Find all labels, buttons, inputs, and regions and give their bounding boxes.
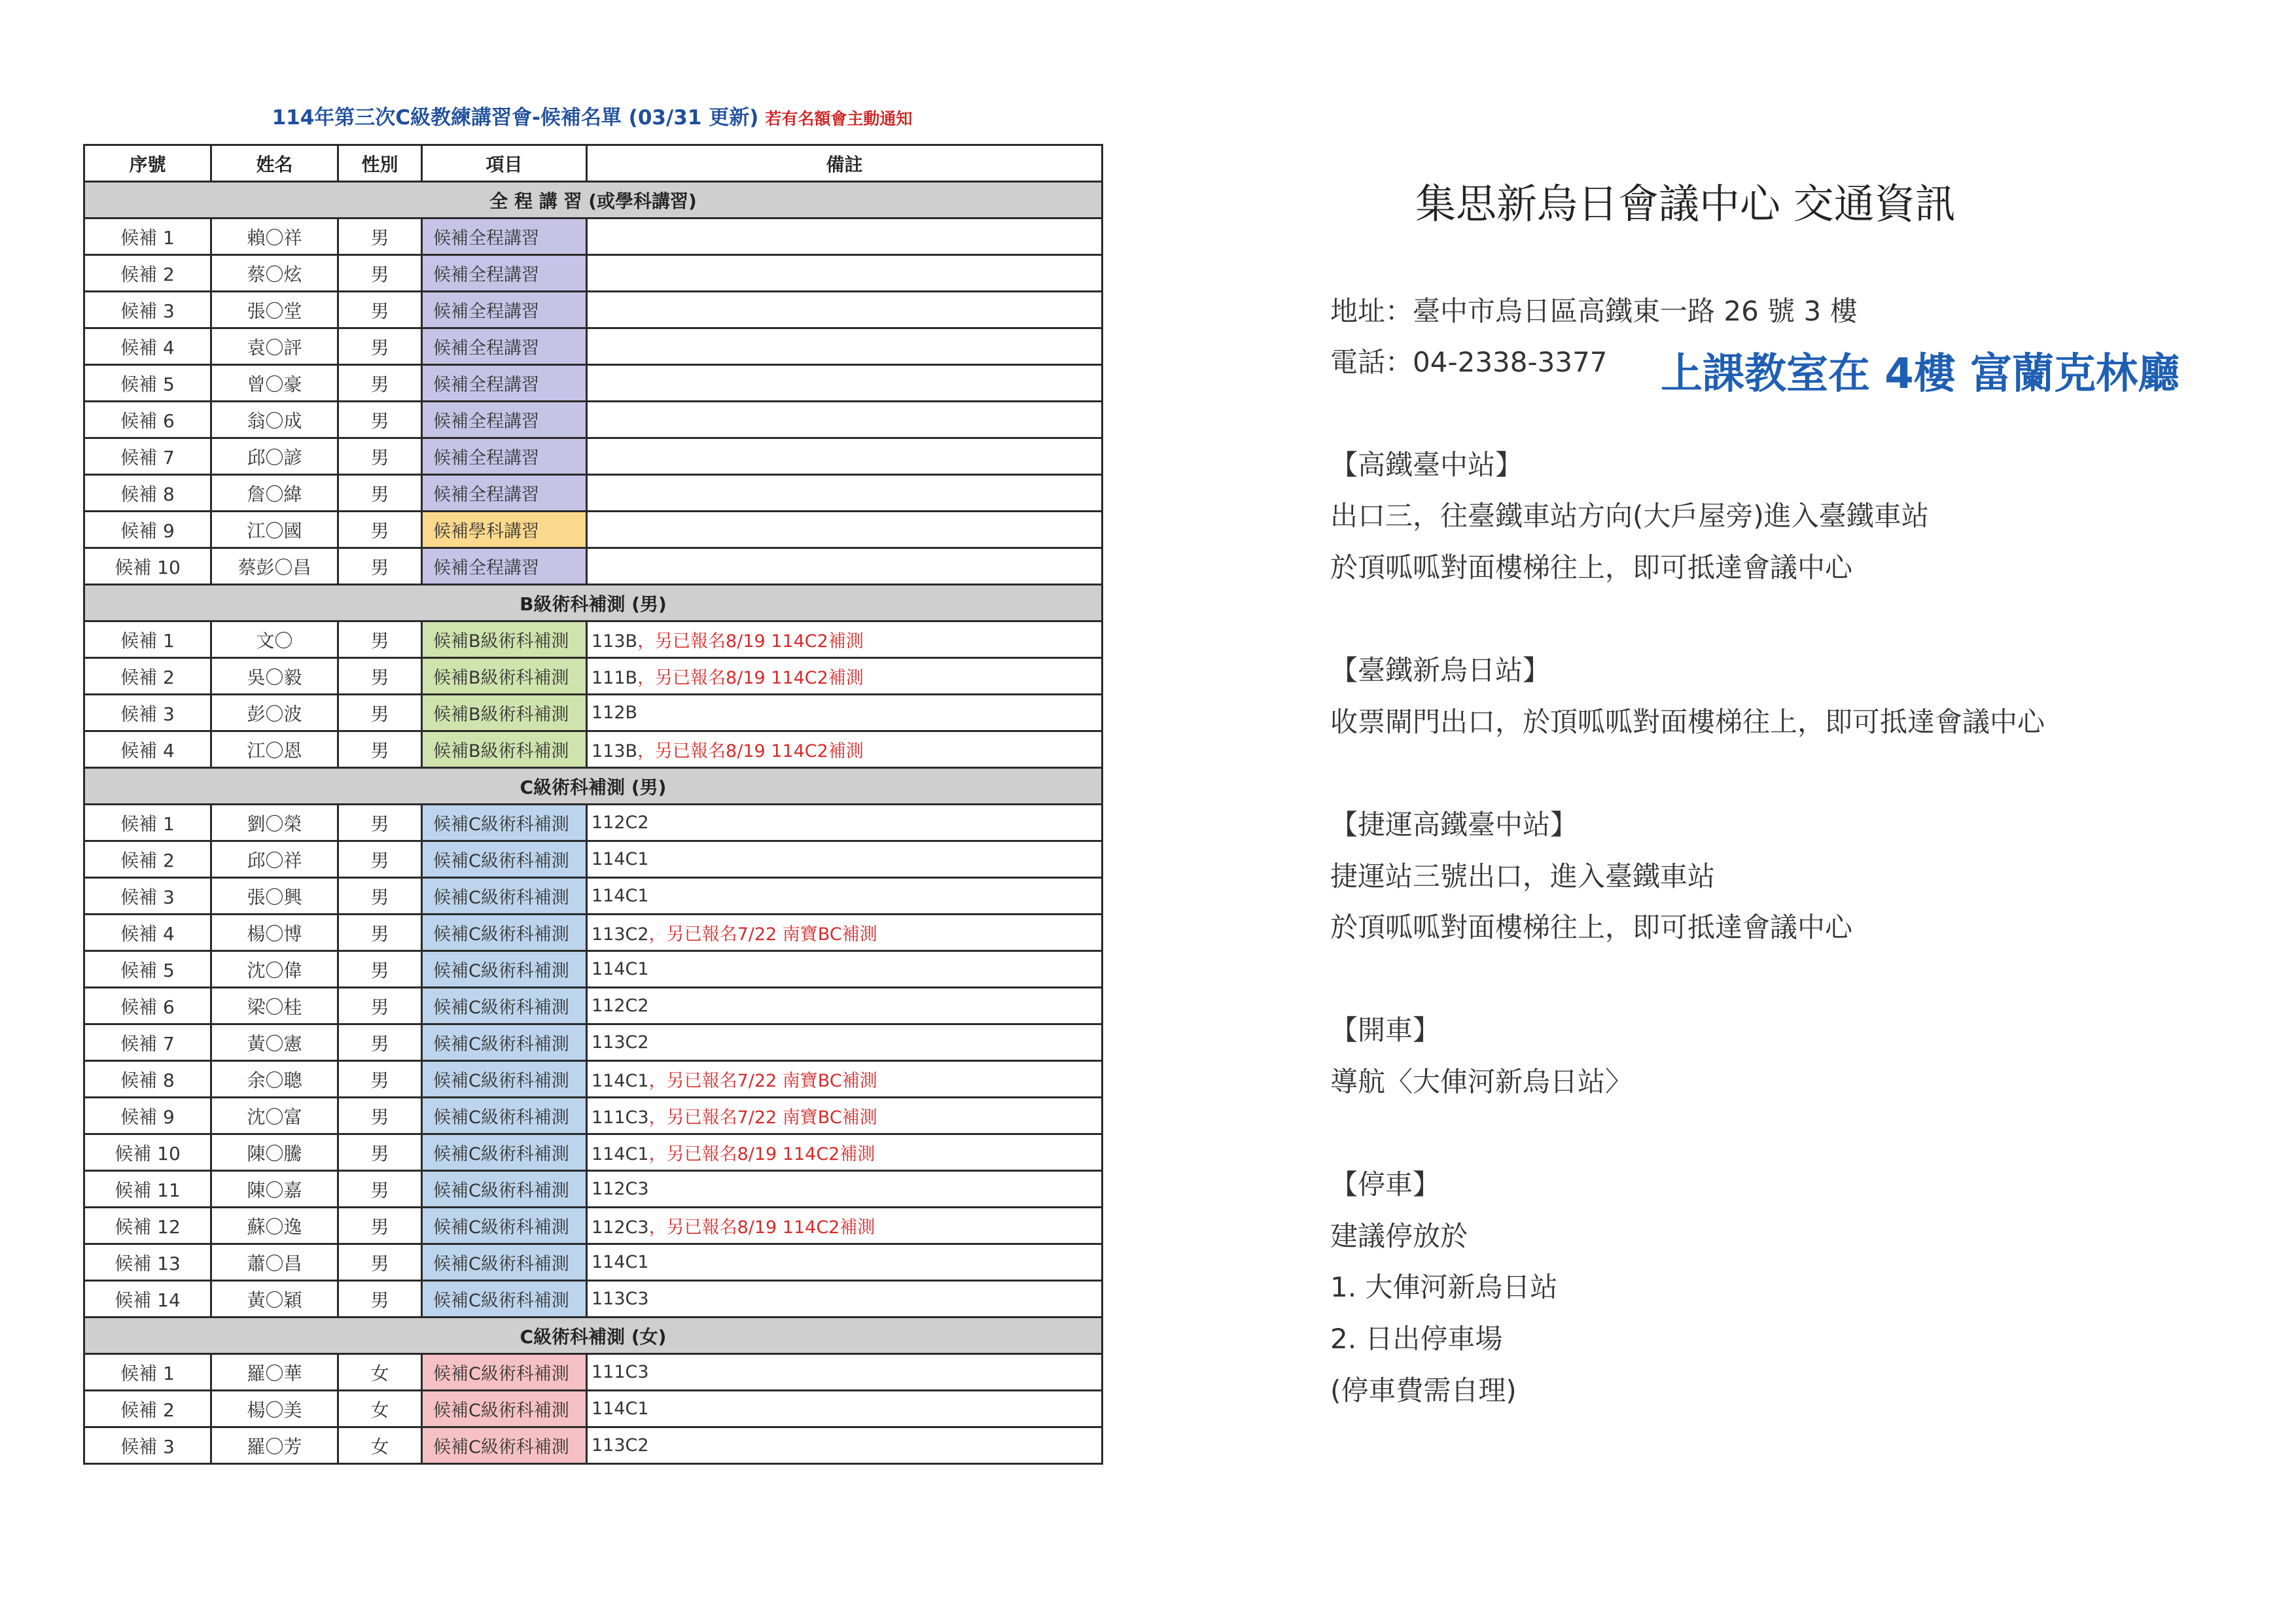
row-name: 劉〇榮 bbox=[211, 805, 338, 841]
row-remark bbox=[587, 1098, 1103, 1134]
list-title bbox=[83, 98, 1101, 137]
row-gender: 男 bbox=[338, 621, 422, 658]
row-item: 候補全程講習 bbox=[422, 438, 587, 475]
remark-code: 111C3 bbox=[592, 1362, 649, 1382]
row-gender: 男 bbox=[338, 365, 422, 402]
row-remark bbox=[587, 328, 1103, 365]
table-row bbox=[84, 1354, 1103, 1391]
row-gender: 男 bbox=[338, 1061, 422, 1098]
table-row bbox=[84, 621, 1103, 658]
table-row bbox=[84, 951, 1103, 988]
car-line-1: 導航〈大俥河新烏日站〉 bbox=[1330, 1066, 1633, 1098]
remark-code: 113B bbox=[592, 741, 638, 761]
row-number: 候補 4 bbox=[84, 328, 211, 365]
row-number: 候補 1 bbox=[84, 621, 211, 658]
table-row bbox=[84, 1281, 1103, 1318]
row-item: 候補全程講習 bbox=[422, 218, 587, 255]
row-number: 候補 6 bbox=[84, 988, 211, 1024]
row-item: 候補C級術科補測 bbox=[422, 915, 587, 951]
row-remark bbox=[587, 402, 1103, 438]
row-number: 候補 3 bbox=[84, 1427, 211, 1464]
venue-address: 地址：臺中市烏日區高鐵東一路 26 號 3 樓 bbox=[1330, 295, 1858, 327]
row-gender: 男 bbox=[338, 1244, 422, 1281]
row-item: 候補C級術科補測 bbox=[422, 1391, 587, 1427]
table-row bbox=[84, 1427, 1103, 1464]
remark-code: 113C3 bbox=[592, 1289, 649, 1309]
row-remark bbox=[587, 658, 1103, 695]
row-name: 曾〇豪 bbox=[211, 365, 338, 402]
row-item: 候補C級術科補測 bbox=[422, 1134, 587, 1171]
remark-note: ，另已報名7/22 南寶BC補測 bbox=[648, 1071, 877, 1091]
row-remark bbox=[587, 951, 1103, 988]
table-row bbox=[84, 1171, 1103, 1208]
row-item: 候補B級術科補測 bbox=[422, 621, 587, 658]
section-header-row bbox=[84, 1318, 1103, 1354]
row-gender: 男 bbox=[338, 988, 422, 1024]
row-name: 袁〇評 bbox=[211, 328, 338, 365]
row-name: 詹〇緯 bbox=[211, 475, 338, 512]
row-gender: 男 bbox=[338, 805, 422, 841]
row-item: 候補全程講習 bbox=[422, 328, 587, 365]
row-name: 羅〇芳 bbox=[211, 1427, 338, 1464]
row-item: 候補C級術科補測 bbox=[422, 988, 587, 1024]
row-number: 候補 7 bbox=[84, 1024, 211, 1061]
row-remark bbox=[587, 255, 1103, 292]
row-item: 候補C級術科補測 bbox=[422, 1427, 587, 1464]
row-item: 候補C級術科補測 bbox=[422, 1244, 587, 1281]
row-item: 候補全程講習 bbox=[422, 292, 587, 328]
row-item: 候補C級術科補測 bbox=[422, 805, 587, 841]
row-number: 候補 1 bbox=[84, 1354, 211, 1391]
row-name: 黃〇憲 bbox=[211, 1024, 338, 1061]
row-item: 候補C級術科補測 bbox=[422, 1281, 587, 1318]
row-gender: 男 bbox=[338, 951, 422, 988]
list-title-text: 114年第三次C級教練講習會-候補名單 (03/31 更新) bbox=[272, 106, 759, 130]
row-gender: 女 bbox=[338, 1391, 422, 1427]
table-row bbox=[84, 475, 1103, 512]
table-body bbox=[84, 182, 1103, 1464]
row-item: 候補全程講習 bbox=[422, 475, 587, 512]
row-gender: 男 bbox=[338, 475, 422, 512]
table-row bbox=[84, 1061, 1103, 1098]
row-remark bbox=[587, 1134, 1103, 1171]
row-name: 彭〇波 bbox=[211, 695, 338, 731]
venue-phone: 電話：04-2338-3377 bbox=[1330, 346, 1608, 378]
section-label: 全 程 講 習 (或學科講習) bbox=[84, 182, 1103, 218]
table-row bbox=[84, 548, 1103, 585]
row-number: 候補 3 bbox=[84, 878, 211, 915]
row-item: 候補C級術科補測 bbox=[422, 1098, 587, 1134]
row-item: 候補全程講習 bbox=[422, 548, 587, 585]
remark-code: 112C2 bbox=[592, 812, 649, 833]
table-row bbox=[84, 328, 1103, 365]
remark-code: 112C3 bbox=[592, 1217, 649, 1238]
parking-line-2: 1. 大俥河新烏日站 bbox=[1330, 1271, 1558, 1303]
row-item: 候補全程講習 bbox=[422, 255, 587, 292]
remark-note: ，另已報名8/19 114C2補測 bbox=[648, 1217, 875, 1238]
row-gender: 男 bbox=[338, 695, 422, 731]
row-name: 羅〇華 bbox=[211, 1354, 338, 1391]
section-label: B級術科補測 (男) bbox=[84, 585, 1103, 621]
row-number: 候補 10 bbox=[84, 548, 211, 585]
table-row bbox=[84, 695, 1103, 731]
header-name: 姓名 bbox=[211, 145, 338, 182]
row-remark bbox=[587, 1024, 1103, 1061]
row-name: 文〇 bbox=[211, 621, 338, 658]
row-item: 候補B級術科補測 bbox=[422, 695, 587, 731]
classroom-note: 上課教室在 4樓 富蘭克林廳 bbox=[1661, 350, 2180, 398]
table-row bbox=[84, 731, 1103, 768]
row-remark bbox=[587, 1244, 1103, 1281]
row-remark bbox=[587, 1208, 1103, 1244]
remark-code: 113C2 bbox=[592, 1435, 649, 1456]
section-header-row bbox=[84, 182, 1103, 218]
row-name: 蔡〇炫 bbox=[211, 255, 338, 292]
row-remark bbox=[587, 512, 1103, 548]
row-name: 陳〇騰 bbox=[211, 1134, 338, 1171]
remark-code: 111C3 bbox=[592, 1108, 649, 1128]
row-number: 候補 9 bbox=[84, 1098, 211, 1134]
table-row bbox=[84, 438, 1103, 475]
row-gender: 男 bbox=[338, 841, 422, 878]
row-remark bbox=[587, 475, 1103, 512]
row-gender: 男 bbox=[338, 915, 422, 951]
row-number: 候補 2 bbox=[84, 1391, 211, 1427]
row-number: 候補 8 bbox=[84, 475, 211, 512]
row-gender: 女 bbox=[338, 1354, 422, 1391]
row-remark bbox=[587, 1281, 1103, 1318]
table-row bbox=[84, 658, 1103, 695]
remark-code: 114C1 bbox=[592, 1399, 649, 1419]
remark-code: 113C2 bbox=[592, 1032, 649, 1053]
row-gender: 男 bbox=[338, 1281, 422, 1318]
remark-note: ，另已報名7/22 南寶BC補測 bbox=[648, 1108, 877, 1128]
car-heading: 【開車】 bbox=[1330, 1014, 1441, 1046]
list-title-note: 若有名額會主動通知 bbox=[765, 109, 913, 128]
row-number: 候補 9 bbox=[84, 512, 211, 548]
mrt-line-2: 於頂呱呱對面樓梯往上，即可抵達會議中心 bbox=[1330, 911, 1853, 943]
remark-code: 111B bbox=[592, 668, 638, 688]
waitlist-panel bbox=[83, 98, 1101, 1465]
row-item: 候補C級術科補測 bbox=[422, 1171, 587, 1208]
row-item: 候補學科講習 bbox=[422, 512, 587, 548]
row-number: 候補 2 bbox=[84, 658, 211, 695]
row-number: 候補 4 bbox=[84, 915, 211, 951]
row-remark bbox=[587, 878, 1103, 915]
table-row bbox=[84, 1208, 1103, 1244]
row-number: 候補 5 bbox=[84, 951, 211, 988]
header-gender: 性別 bbox=[338, 145, 422, 182]
row-number: 候補 2 bbox=[84, 841, 211, 878]
table-row bbox=[84, 1098, 1103, 1134]
row-number: 候補 10 bbox=[84, 1134, 211, 1171]
row-remark bbox=[587, 1391, 1103, 1427]
row-gender: 男 bbox=[338, 1098, 422, 1134]
row-remark bbox=[587, 731, 1103, 768]
row-item: 候補B級術科補測 bbox=[422, 658, 587, 695]
row-gender: 男 bbox=[338, 1134, 422, 1171]
row-remark bbox=[587, 915, 1103, 951]
parking-heading: 【停車】 bbox=[1330, 1168, 1441, 1200]
row-remark bbox=[587, 1061, 1103, 1098]
section-header-row bbox=[84, 768, 1103, 805]
remark-note: ，另已報名8/19 114C2補測 bbox=[637, 668, 864, 688]
row-name: 蘇〇逸 bbox=[211, 1208, 338, 1244]
row-item: 候補C級術科補測 bbox=[422, 1061, 587, 1098]
row-name: 楊〇博 bbox=[211, 915, 338, 951]
row-name: 邱〇祥 bbox=[211, 841, 338, 878]
table-row bbox=[84, 218, 1103, 255]
row-item: 候補全程講習 bbox=[422, 402, 587, 438]
row-name: 梁〇桂 bbox=[211, 988, 338, 1024]
row-gender: 男 bbox=[338, 328, 422, 365]
venue-title: 集思新烏日會議中心 交通資訊 bbox=[1415, 180, 1956, 228]
row-number: 候補 2 bbox=[84, 255, 211, 292]
table-row bbox=[84, 1134, 1103, 1171]
parking-line-1: 建議停放於 bbox=[1330, 1220, 1468, 1252]
row-item: 候補C級術科補測 bbox=[422, 951, 587, 988]
section-header-row bbox=[84, 585, 1103, 621]
hsr-heading: 【高鐵臺中站】 bbox=[1330, 449, 1523, 481]
row-number: 候補 5 bbox=[84, 365, 211, 402]
row-item: 候補C級術科補測 bbox=[422, 1024, 587, 1061]
row-remark bbox=[587, 621, 1103, 658]
remark-code: 113B bbox=[592, 631, 638, 652]
header-item: 項目 bbox=[422, 145, 587, 182]
row-gender: 男 bbox=[338, 878, 422, 915]
row-gender: 男 bbox=[338, 548, 422, 585]
row-remark bbox=[587, 438, 1103, 475]
row-gender: 男 bbox=[338, 658, 422, 695]
row-number: 候補 3 bbox=[84, 292, 211, 328]
header-no: 序號 bbox=[84, 145, 211, 182]
row-name: 邱〇諺 bbox=[211, 438, 338, 475]
row-remark bbox=[587, 988, 1103, 1024]
table-header-row bbox=[84, 145, 1103, 182]
table-row bbox=[84, 292, 1103, 328]
remark-note: ，另已報名8/19 114C2補測 bbox=[637, 631, 864, 652]
row-remark bbox=[587, 292, 1103, 328]
row-name: 蕭〇昌 bbox=[211, 1244, 338, 1281]
table-row bbox=[84, 255, 1103, 292]
row-remark bbox=[587, 805, 1103, 841]
remark-code: 112C2 bbox=[592, 996, 649, 1016]
row-number: 候補 6 bbox=[84, 402, 211, 438]
row-gender: 男 bbox=[338, 731, 422, 768]
row-name: 余〇聰 bbox=[211, 1061, 338, 1098]
mrt-line-1: 捷運站三號出口，進入臺鐵車站 bbox=[1330, 860, 1716, 892]
remark-code: 114C1 bbox=[592, 1071, 649, 1091]
row-name: 沈〇富 bbox=[211, 1098, 338, 1134]
table-row bbox=[84, 512, 1103, 548]
parking-line-4: (停車費需自理) bbox=[1330, 1374, 1517, 1406]
table-row bbox=[84, 1391, 1103, 1427]
row-item: 候補B級術科補測 bbox=[422, 731, 587, 768]
table-row bbox=[84, 988, 1103, 1024]
row-remark bbox=[587, 1171, 1103, 1208]
row-number: 候補 3 bbox=[84, 695, 211, 731]
parking-line-3: 2. 日出停車場 bbox=[1330, 1323, 1503, 1355]
row-number: 候補 8 bbox=[84, 1061, 211, 1098]
table-row bbox=[84, 1024, 1103, 1061]
row-item: 候補C級術科補測 bbox=[422, 878, 587, 915]
row-gender: 男 bbox=[338, 512, 422, 548]
row-item: 候補全程講習 bbox=[422, 365, 587, 402]
row-gender: 男 bbox=[338, 438, 422, 475]
row-name: 黃〇穎 bbox=[211, 1281, 338, 1318]
remark-code: 114C1 bbox=[592, 886, 649, 906]
row-gender: 男 bbox=[338, 402, 422, 438]
row-name: 張〇堂 bbox=[211, 292, 338, 328]
row-number: 候補 12 bbox=[84, 1208, 211, 1244]
row-number: 候補 14 bbox=[84, 1281, 211, 1318]
row-gender: 男 bbox=[338, 255, 422, 292]
table-row bbox=[84, 841, 1103, 878]
table-row bbox=[84, 878, 1103, 915]
row-remark bbox=[587, 218, 1103, 255]
hsr-line-1: 出口三，往臺鐵車站方向(大戶屋旁)進入臺鐵車站 bbox=[1330, 500, 1929, 532]
row-name: 賴〇祥 bbox=[211, 218, 338, 255]
row-number: 候補 4 bbox=[84, 731, 211, 768]
row-gender: 男 bbox=[338, 1171, 422, 1208]
hsr-line-2: 於頂呱呱對面樓梯往上，即可抵達會議中心 bbox=[1330, 551, 1853, 584]
row-name: 楊〇美 bbox=[211, 1391, 338, 1427]
remark-code: 114C1 bbox=[592, 959, 649, 979]
row-gender: 男 bbox=[338, 1208, 422, 1244]
tra-heading: 【臺鐵新烏日站】 bbox=[1330, 654, 1551, 686]
table-row bbox=[84, 1244, 1103, 1281]
row-name: 蔡彭〇昌 bbox=[211, 548, 338, 585]
table-row bbox=[84, 402, 1103, 438]
remark-code: 113C2 bbox=[592, 924, 649, 945]
row-name: 江〇國 bbox=[211, 512, 338, 548]
row-item: 候補C級術科補測 bbox=[422, 841, 587, 878]
row-remark bbox=[587, 365, 1103, 402]
row-gender: 女 bbox=[338, 1427, 422, 1464]
remark-code: 114C1 bbox=[592, 849, 649, 869]
row-name: 沈〇偉 bbox=[211, 951, 338, 988]
table-row bbox=[84, 365, 1103, 402]
row-remark bbox=[587, 1354, 1103, 1391]
waitlist-table bbox=[83, 144, 1103, 1465]
row-number: 候補 11 bbox=[84, 1171, 211, 1208]
remark-code: 112C3 bbox=[592, 1179, 649, 1199]
row-name: 陳〇嘉 bbox=[211, 1171, 338, 1208]
remark-code: 112B bbox=[592, 703, 638, 723]
row-gender: 男 bbox=[338, 292, 422, 328]
row-number: 候補 1 bbox=[84, 218, 211, 255]
remark-code: 114C1 bbox=[592, 1252, 649, 1272]
row-gender: 男 bbox=[338, 218, 422, 255]
section-label: C級術科補測 (男) bbox=[84, 768, 1103, 805]
row-item: 候補C級術科補測 bbox=[422, 1354, 587, 1391]
remark-note: ，另已報名7/22 南寶BC補測 bbox=[648, 924, 877, 945]
row-name: 張〇興 bbox=[211, 878, 338, 915]
row-remark bbox=[587, 548, 1103, 585]
row-gender: 男 bbox=[338, 1024, 422, 1061]
mrt-heading: 【捷運高鐵臺中站】 bbox=[1330, 809, 1578, 841]
row-name: 江〇恩 bbox=[211, 731, 338, 768]
row-name: 吳〇毅 bbox=[211, 658, 338, 695]
row-remark bbox=[587, 695, 1103, 731]
row-number: 候補 13 bbox=[84, 1244, 211, 1281]
section-label: C級術科補測 (女) bbox=[84, 1318, 1103, 1354]
row-number: 候補 7 bbox=[84, 438, 211, 475]
row-remark bbox=[587, 1427, 1103, 1464]
remark-code: 114C1 bbox=[592, 1144, 649, 1164]
header-remark: 備註 bbox=[587, 145, 1103, 182]
remark-note: ，另已報名8/19 114C2補測 bbox=[648, 1144, 875, 1164]
tra-line-1: 收票閘門出口，於頂呱呱對面樓梯往上，即可抵達會議中心 bbox=[1330, 706, 2045, 738]
row-number: 候補 1 bbox=[84, 805, 211, 841]
table-row bbox=[84, 915, 1103, 951]
remark-note: ，另已報名8/19 114C2補測 bbox=[637, 741, 864, 761]
row-item: 候補C級術科補測 bbox=[422, 1208, 587, 1244]
table-row bbox=[84, 805, 1103, 841]
row-name: 翁〇成 bbox=[211, 402, 338, 438]
row-remark bbox=[587, 841, 1103, 878]
